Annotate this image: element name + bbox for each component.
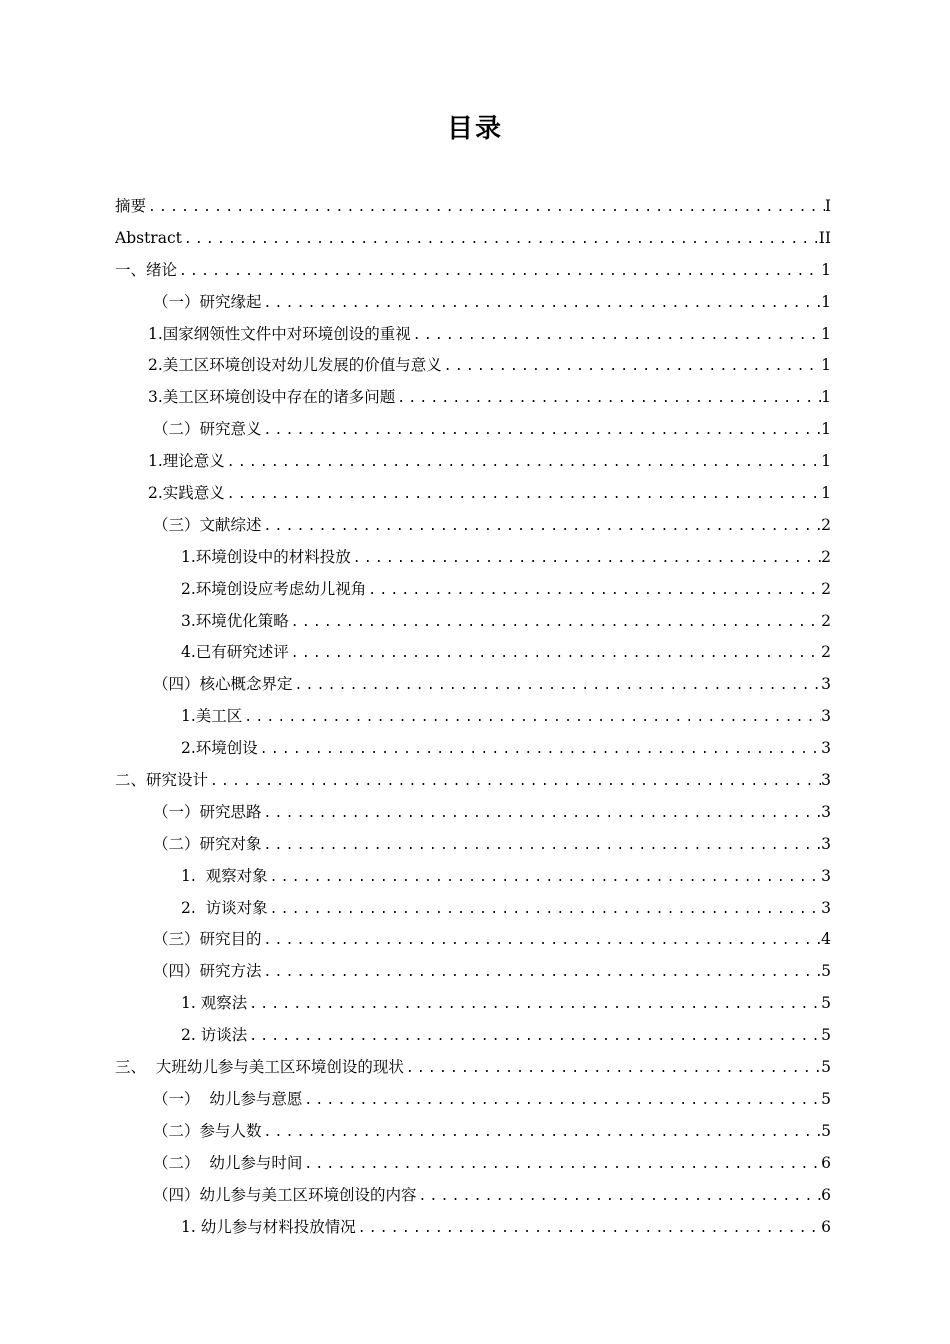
dot-leader bbox=[351, 543, 821, 574]
toc-entry-page-number: 3 bbox=[821, 834, 831, 853]
toc-entry[interactable] bbox=[115, 319, 831, 351]
dot-leader bbox=[289, 607, 821, 638]
toc-entry[interactable] bbox=[115, 574, 831, 606]
toc-entry-label: （二）研究对象 bbox=[153, 834, 262, 853]
toc-entry[interactable] bbox=[115, 797, 831, 829]
toc-entry-label: （二）参与人数 bbox=[153, 1121, 262, 1140]
toc-entry-page-number: 5 bbox=[821, 994, 831, 1013]
toc-entry-page-number: 5 bbox=[821, 1058, 831, 1077]
toc-entry-page-number: 5 bbox=[821, 962, 831, 981]
dot-leader bbox=[225, 447, 821, 478]
page-title: 目录 bbox=[446, 114, 503, 144]
dot-leader bbox=[293, 670, 822, 701]
dot-leader bbox=[302, 1085, 821, 1116]
dot-leader bbox=[356, 1213, 821, 1244]
toc-entry-label: 3.美工区环境创设中存在的诸多问题 bbox=[148, 388, 396, 407]
toc-entry-label: （二）研究意义 bbox=[153, 420, 262, 439]
toc-entry[interactable] bbox=[115, 542, 831, 574]
toc-entry-page-number: 3 bbox=[821, 898, 831, 917]
dot-leader bbox=[268, 894, 821, 925]
toc-entry[interactable] bbox=[115, 861, 831, 893]
dot-leader bbox=[262, 798, 822, 829]
toc-entry-label: 2.环境创设 bbox=[181, 739, 258, 758]
toc-entry-page-number: 3 bbox=[821, 707, 831, 726]
toc-entry-label: 1. 观察对象 bbox=[181, 866, 268, 885]
dot-leader bbox=[262, 1117, 822, 1148]
toc-entry-label: 三、 大班幼儿参与美工区环境创设的现状 bbox=[115, 1058, 404, 1077]
dot-leader bbox=[262, 957, 822, 988]
toc-entry[interactable] bbox=[115, 414, 831, 446]
toc-entry-label: 2.实践意义 bbox=[148, 484, 225, 503]
dot-leader bbox=[395, 383, 821, 414]
toc-entry-label: （四）幼儿参与美工区环境创设的内容 bbox=[153, 1185, 417, 1204]
toc-entry-label: （一） 幼儿参与意愿 bbox=[153, 1089, 303, 1108]
toc-entry-label: 4.已有研究述评 bbox=[181, 643, 289, 662]
toc-entry[interactable] bbox=[115, 733, 831, 765]
toc-entry-page-number: 6 bbox=[821, 1153, 831, 1172]
toc-entry-label: 2.环境创设应考虑幼儿视角 bbox=[181, 579, 367, 598]
dot-leader bbox=[242, 702, 821, 733]
toc-entry[interactable] bbox=[115, 606, 831, 638]
toc-entry-page-number: 5 bbox=[821, 1121, 831, 1140]
toc-entry-label: （四）研究方法 bbox=[153, 962, 262, 981]
dot-leader bbox=[247, 989, 821, 1020]
toc-entry[interactable] bbox=[115, 988, 831, 1020]
toc-entry-page-number: 5 bbox=[821, 1089, 831, 1108]
toc-entry-page-number: 2 bbox=[821, 515, 831, 534]
dot-leader bbox=[182, 224, 819, 255]
dot-leader bbox=[225, 479, 821, 510]
toc-entry-page-number: 1 bbox=[821, 324, 831, 343]
dot-leader bbox=[262, 415, 822, 446]
toc-entry[interactable] bbox=[115, 1148, 831, 1180]
dot-leader bbox=[411, 320, 821, 351]
toc-entry[interactable] bbox=[115, 701, 831, 733]
toc-entry[interactable] bbox=[115, 350, 831, 382]
toc-entry-label: 一、绪论 bbox=[115, 260, 178, 279]
toc-entry-label: 2.美工区环境创设对幼儿发展的价值与意义 bbox=[148, 356, 442, 375]
toc-entry[interactable] bbox=[115, 1052, 831, 1084]
toc-entry-label: 1.环境创设中的材料投放 bbox=[181, 547, 351, 566]
toc-entry-page-number: 1 bbox=[821, 420, 831, 439]
dot-leader bbox=[247, 1021, 821, 1052]
dot-leader bbox=[177, 256, 821, 287]
toc-entry-label: 1. 观察法 bbox=[181, 994, 248, 1013]
dot-leader bbox=[442, 351, 821, 382]
dot-leader bbox=[258, 734, 821, 765]
dot-leader bbox=[262, 925, 822, 956]
toc-entry-page-number: 6 bbox=[821, 1185, 831, 1204]
toc-entry[interactable] bbox=[115, 255, 831, 287]
dot-leader bbox=[262, 288, 822, 319]
dot-leader bbox=[302, 1149, 821, 1180]
dot-leader bbox=[208, 766, 821, 797]
toc-entry-page-number: 2 bbox=[821, 611, 831, 630]
toc-entry-label: （一）研究思路 bbox=[153, 802, 262, 821]
toc-entry-label: （一）研究缘起 bbox=[153, 292, 262, 311]
toc-entry[interactable] bbox=[115, 446, 831, 478]
toc-entry[interactable] bbox=[115, 669, 831, 701]
toc-entry-label: 二、研究设计 bbox=[115, 771, 209, 790]
toc-entry-page-number: 3 bbox=[821, 675, 831, 694]
toc-entry-page-number: 1 bbox=[821, 452, 831, 471]
toc-entry-page-number: 5 bbox=[821, 1026, 831, 1045]
dot-leader bbox=[417, 1181, 822, 1212]
toc-entry-label: （四）核心概念界定 bbox=[153, 675, 293, 694]
toc-entry-page-number: 2 bbox=[821, 547, 831, 566]
dot-leader bbox=[146, 192, 825, 223]
dot-leader bbox=[366, 575, 821, 606]
toc-entry[interactable] bbox=[115, 1180, 831, 1212]
toc-entry[interactable] bbox=[115, 765, 831, 797]
dot-leader bbox=[262, 830, 822, 861]
toc-entry[interactable] bbox=[115, 1116, 831, 1148]
toc-entry[interactable] bbox=[115, 1212, 831, 1244]
toc-entry-page-number: 1 bbox=[821, 388, 831, 407]
toc-entry-page-number: 4 bbox=[821, 930, 831, 949]
toc-entry-label: （三）文献综述 bbox=[153, 515, 262, 534]
toc-entry[interactable] bbox=[115, 893, 831, 925]
toc-entry-page-number: 6 bbox=[821, 1217, 831, 1236]
toc-entry-page-number: 1 bbox=[821, 356, 831, 375]
dot-leader bbox=[262, 511, 822, 542]
toc-entry[interactable] bbox=[115, 382, 831, 414]
toc-entry[interactable] bbox=[115, 829, 831, 861]
toc-entry-label: 3.环境优化策略 bbox=[181, 611, 289, 630]
toc-entry[interactable] bbox=[115, 223, 831, 255]
toc-entry-page-number: 2 bbox=[821, 643, 831, 662]
toc-entry-label: （三）研究目的 bbox=[153, 930, 262, 949]
toc-entry[interactable] bbox=[115, 1020, 831, 1052]
toc-entry[interactable] bbox=[115, 1084, 831, 1116]
toc-entry[interactable] bbox=[115, 956, 831, 988]
toc-entry-page-number: I bbox=[824, 197, 831, 215]
toc-entry[interactable] bbox=[115, 478, 831, 510]
toc-entry-page-number: 3 bbox=[821, 739, 831, 758]
toc-entry-label: Abstract bbox=[115, 228, 182, 247]
toc-entry-label: 2. 访谈对象 bbox=[181, 898, 268, 917]
toc-entry[interactable] bbox=[115, 637, 831, 669]
toc-entry[interactable] bbox=[115, 191, 831, 223]
toc-entry-page-number: 1 bbox=[821, 260, 831, 279]
toc-entry[interactable] bbox=[115, 287, 831, 319]
toc-entry-page-number: 3 bbox=[821, 866, 831, 885]
toc-entry-label: （二） 幼儿参与时间 bbox=[153, 1153, 303, 1172]
toc-entry[interactable] bbox=[115, 510, 831, 542]
toc-entry[interactable] bbox=[115, 924, 831, 956]
dot-leader bbox=[268, 862, 821, 893]
toc-entry-page-number: 1 bbox=[821, 292, 831, 311]
toc-entry-page-number: 1 bbox=[821, 484, 831, 503]
toc-entry-label: 1. 幼儿参与材料投放情况 bbox=[181, 1217, 356, 1236]
toc-entry-label: 2. 访谈法 bbox=[181, 1026, 248, 1045]
toc-entry-page-number: 3 bbox=[821, 802, 831, 821]
toc-entry-label: 摘要 bbox=[115, 197, 147, 215]
table-of-contents bbox=[115, 191, 831, 1243]
toc-entry-page-number: 2 bbox=[821, 579, 831, 598]
toc-entry-page-number: 3 bbox=[821, 771, 831, 790]
dot-leader bbox=[404, 1053, 821, 1084]
toc-entry-label: 1.国家纲领性文件中对环境创设的重视 bbox=[148, 324, 411, 343]
toc-entry-label: 1.理论意义 bbox=[148, 452, 225, 471]
dot-leader bbox=[289, 638, 821, 669]
toc-entry-label: 1.美工区 bbox=[181, 707, 243, 726]
toc-entry-page-number: II bbox=[818, 228, 831, 247]
